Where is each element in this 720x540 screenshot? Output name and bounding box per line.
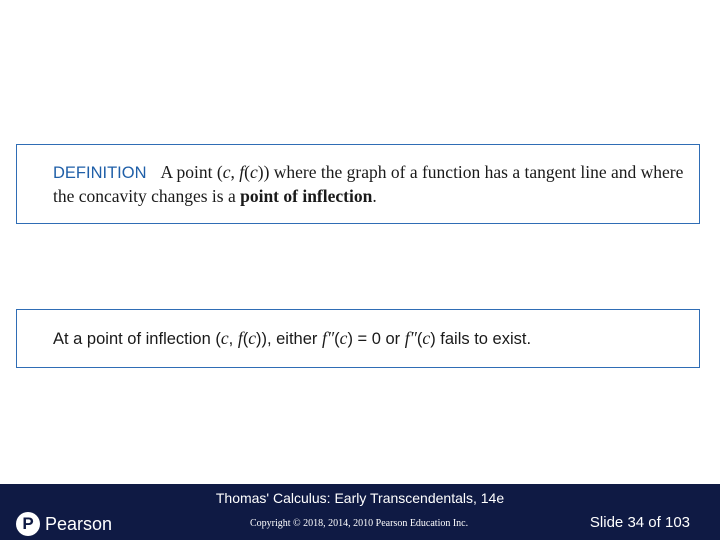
definition-text-part: , [230, 162, 240, 182]
variable-c: c [220, 328, 229, 348]
variable-c: c [339, 328, 348, 348]
definition-text-part: . [372, 186, 377, 206]
condition-text-part: ) fails to exist. [430, 330, 532, 348]
defined-term: point of inflection [240, 186, 373, 206]
condition-text-part: ( [416, 330, 423, 348]
definition-text-part: ( [244, 162, 250, 182]
definition-text-part: A point ( [160, 162, 223, 182]
slide-number: Slide 34 of 103 [589, 514, 690, 531]
copyright-notice: Copyright © 2018, 2014, 2010 Pearson Education Inc. [250, 518, 469, 529]
condition-text-part: ( [334, 330, 340, 348]
definition-heading: DEFINITION [53, 164, 147, 182]
condition-text-part: ( [242, 330, 249, 348]
condition-text-part: , [228, 330, 238, 348]
inflection-condition-text [53, 327, 693, 350]
variable-c: c [249, 162, 258, 182]
definition-box [16, 144, 700, 224]
second-derivative-f: f″ [322, 328, 335, 348]
function-f: f [237, 328, 243, 348]
function-f: f [239, 162, 245, 182]
book-title: Thomas' Calculus: Early Transcendentals, 14e [215, 490, 505, 506]
variable-c: c [222, 162, 231, 182]
inflection-condition-box [16, 309, 700, 368]
condition-text-part: At a point of inflection ( [53, 330, 221, 348]
condition-text-part: ) = 0 or [347, 330, 405, 348]
definition-text-part: )) where the graph of a function has a tangent line and where the concavity changes is a [53, 162, 684, 206]
variable-c: c [422, 328, 431, 348]
condition-text-part: )), either [255, 330, 322, 348]
definition-text [53, 161, 693, 208]
pearson-wordmark: Pearson [45, 514, 113, 534]
variable-c: c [248, 328, 256, 348]
second-derivative-f: f″ [404, 328, 417, 348]
pearson-logo-letter: P [22, 514, 34, 533]
